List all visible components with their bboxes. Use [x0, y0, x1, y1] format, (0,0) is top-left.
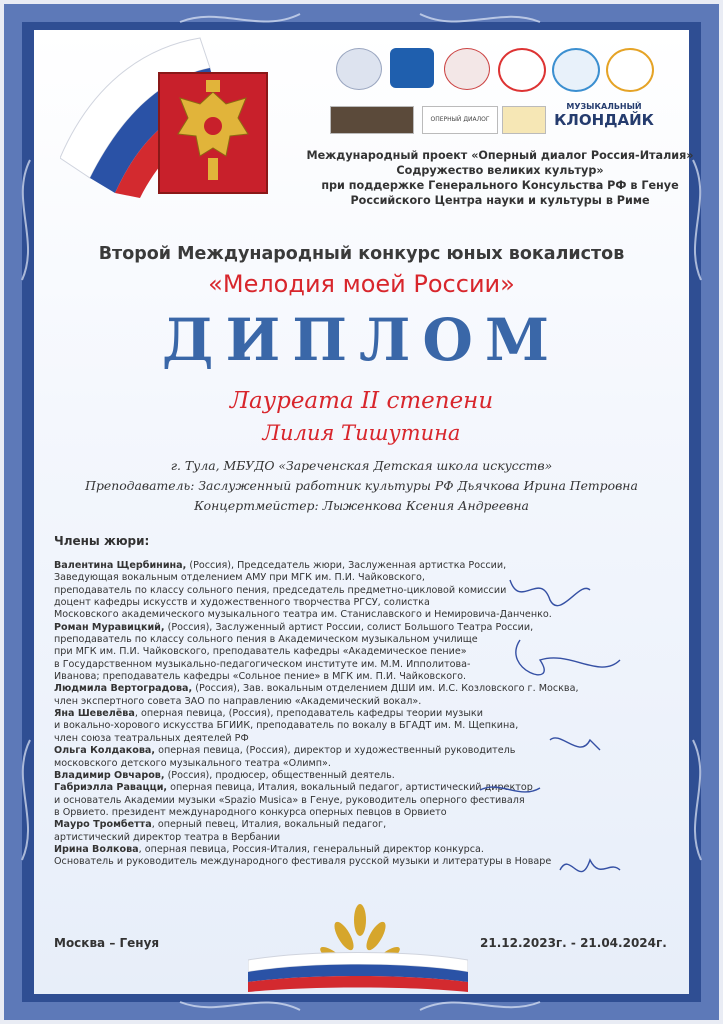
- jury-member-text: член союза театральных деятелей РФ: [54, 732, 249, 744]
- jury-member-text: и вокально-хорового искусства БГИИК, преподаватель по вокалу в БГАДТ им. М. Щепкина,: [54, 720, 519, 732]
- jury-line: [54, 659, 554, 671]
- jury-line: [54, 622, 554, 634]
- signature-4: [480, 787, 540, 792]
- jury-line: [54, 696, 554, 708]
- jury-line: [54, 807, 554, 819]
- contest-name: «Мелодия моей России»: [208, 270, 515, 298]
- jury-member-text: (Россия), Заслуженный артист России, солист Большого Театра России,: [164, 621, 534, 633]
- jury-line: [54, 844, 554, 856]
- signatures: [480, 560, 640, 920]
- degree: Лауреата II степени: [229, 388, 494, 414]
- jury-member-name: Мауро Тромбетта: [54, 819, 152, 831]
- footer-city: Москва – Генуя: [54, 936, 160, 950]
- jury-title: Члены жюри:: [54, 534, 150, 548]
- klondike-line1: МУЗЫКАЛЬНЫЙ: [566, 102, 642, 111]
- jury-line: [54, 671, 554, 683]
- jury-line: [54, 634, 554, 646]
- jury-line: [54, 572, 554, 584]
- coat-of-arms: [158, 72, 268, 194]
- jury-member-text: , оперный певец, Италия, вокальный педагог,: [151, 819, 387, 831]
- jury-line: [54, 745, 554, 757]
- accompanist: Концертмейстер: Лыженкова Ксения Андреевна: [194, 498, 529, 513]
- jury-member-text: оперная певица, (Россия), директор и художественный руководитель: [155, 745, 516, 757]
- jury-line: [54, 560, 554, 572]
- jury-member-name: Роман Муравицкий,: [54, 621, 165, 633]
- organizer-line2: Содружество великих культур»: [396, 164, 604, 177]
- klondike-logo: [550, 102, 658, 132]
- organizer-line4: Российского Центра науки и культуры в Риме: [350, 194, 650, 207]
- jury-line: [54, 683, 579, 695]
- jury-member-text: член экспертного совета ЗАО по направлению «Академический вокал».: [54, 695, 422, 707]
- organizer-line1: Международный проект «Оперный диалог Россия-Италия»: [306, 149, 694, 162]
- jury-member-name: Валентина Щербинина,: [54, 560, 187, 571]
- jury-line: [54, 770, 554, 782]
- jury-member-text: в Орвието. президент международного конкурса оперных певцов в Орвието: [54, 806, 447, 818]
- bottom-flag-ribbon: [248, 950, 468, 994]
- contest-title: Второй Международный конкурс юных вокалистов: [98, 244, 625, 264]
- jury-member-text: (Россия), Председатель жюри, Заслуженная артистка России,: [186, 560, 507, 571]
- jury-member-name: Габриэлла Равацци,: [54, 782, 168, 794]
- jury-member-text: Иванова; преподаватель кафедры «Сольное пение» в МГК им. П.И. Чайковского.: [54, 671, 467, 683]
- jury-member-text: Московского академического музыкального театра им. Станиславского и Немировича-Данченко.: [54, 609, 552, 621]
- organizer-block: [300, 148, 700, 208]
- jury-member-text: в Государственном музыкально-педагогическом институте им. М.М. Ипполитова-: [54, 658, 471, 670]
- jury-member-name: Ольга Колдакова,: [54, 745, 156, 757]
- teacher: Преподаватель: Заслуженный работник культуры РФ Дьячкова Ирина Петровна: [85, 478, 638, 493]
- jury-member-text: и основатель Академии музыки «Spazio Musica» в Генуе, руководитель оперного фестиваля: [54, 794, 525, 806]
- jury-line: [54, 758, 554, 770]
- jury-line: [54, 609, 554, 621]
- jury-member-name: Ирина Волкова: [54, 843, 139, 855]
- jury-line: [54, 733, 554, 745]
- jury-member-text: преподаватель по классу сольного пения, председатель предметно-цикловой комиссии: [54, 584, 507, 596]
- jury-line: [54, 597, 554, 609]
- jury-line: [54, 782, 554, 794]
- klondike-line2: КЛОНДАЙК: [554, 111, 654, 129]
- children-logo: [606, 48, 654, 92]
- opera-dialog-logo: ОПЕРНЫЙ ДИАЛОГ: [422, 106, 498, 134]
- school: г. Тула, МБУДО «Зареченская Детская школа искусств»: [170, 458, 553, 473]
- jury-member-text: московского детского музыкального театра «Олимп».: [54, 757, 331, 769]
- jury-member-text: доцент кафедры искусств и художественного творчества РГСУ, солистка: [54, 597, 430, 609]
- jury-line: [54, 585, 554, 597]
- jury-line: [54, 646, 554, 658]
- bird-logo: [552, 48, 600, 92]
- signature-5: [560, 860, 620, 872]
- jury-member-name: Владимир Овчаров,: [54, 769, 165, 781]
- jury-line: [54, 832, 554, 844]
- jury-line: [54, 819, 554, 831]
- theatre-logo: [498, 48, 546, 92]
- small-logo: [502, 106, 546, 134]
- jury-member-text: при МГК им. П.И. Чайковского, преподаватель кафедры «Академическое пение»: [54, 646, 467, 658]
- footer-dates: 21.12.2023г. - 21.04.2024г.: [480, 936, 667, 950]
- jury-member-text: (Россия), Зав. вокальным отделением ДШИ им. И.С. Козловского г. Москва,: [192, 683, 579, 695]
- jury-member-text: (Россия), продюсер, общественный деятель.: [164, 769, 395, 781]
- ship-logo: [444, 48, 490, 90]
- signature-2: [516, 640, 620, 675]
- jury-member-text: оперная певица, Италия, вокальный педагог, артистический директор: [167, 782, 533, 794]
- jury-member-text: артистический директор театра в Вербании: [54, 831, 281, 843]
- jury-member-text: преподаватель по классу сольного пения в Академическом музыкальном училище: [54, 634, 478, 646]
- jury-line: [54, 856, 554, 868]
- consulate-logo: [390, 48, 434, 88]
- house-logo: [330, 106, 414, 134]
- partner-logos: [330, 48, 660, 136]
- jury-line: [54, 708, 554, 720]
- jury-member-text: Заведующая вокальным отделением АМУ при МГК им. П.И. Чайковского,: [54, 572, 425, 584]
- jury-member-name: Людмила Вертоградова,: [54, 683, 193, 695]
- jury-member-text: Основатель и руководитель международного фестиваля русской музыки и литературы в Новаре: [54, 856, 552, 868]
- diploma-heading: ДИПЛОМ: [161, 306, 562, 374]
- organizer-line3: при поддержке Генерального Консульства РФ в Генуе: [321, 179, 679, 192]
- recipient-name: Лилия Тишутина: [262, 421, 461, 445]
- jury-list: [54, 560, 579, 869]
- jury-member-text: , оперная певица, Россия-Италия, генеральный директор конкурса.: [138, 843, 484, 855]
- signature-1: [510, 580, 590, 606]
- signature-3: [550, 738, 600, 750]
- jury-member-name: Яна Шевелёва: [54, 708, 135, 720]
- jury-line: [54, 795, 554, 807]
- eagle-logo: [336, 48, 382, 90]
- jury-line: [54, 720, 554, 732]
- jury-member-text: , оперная певица, (Россия), преподаватель кафедры теории музыки: [134, 708, 483, 720]
